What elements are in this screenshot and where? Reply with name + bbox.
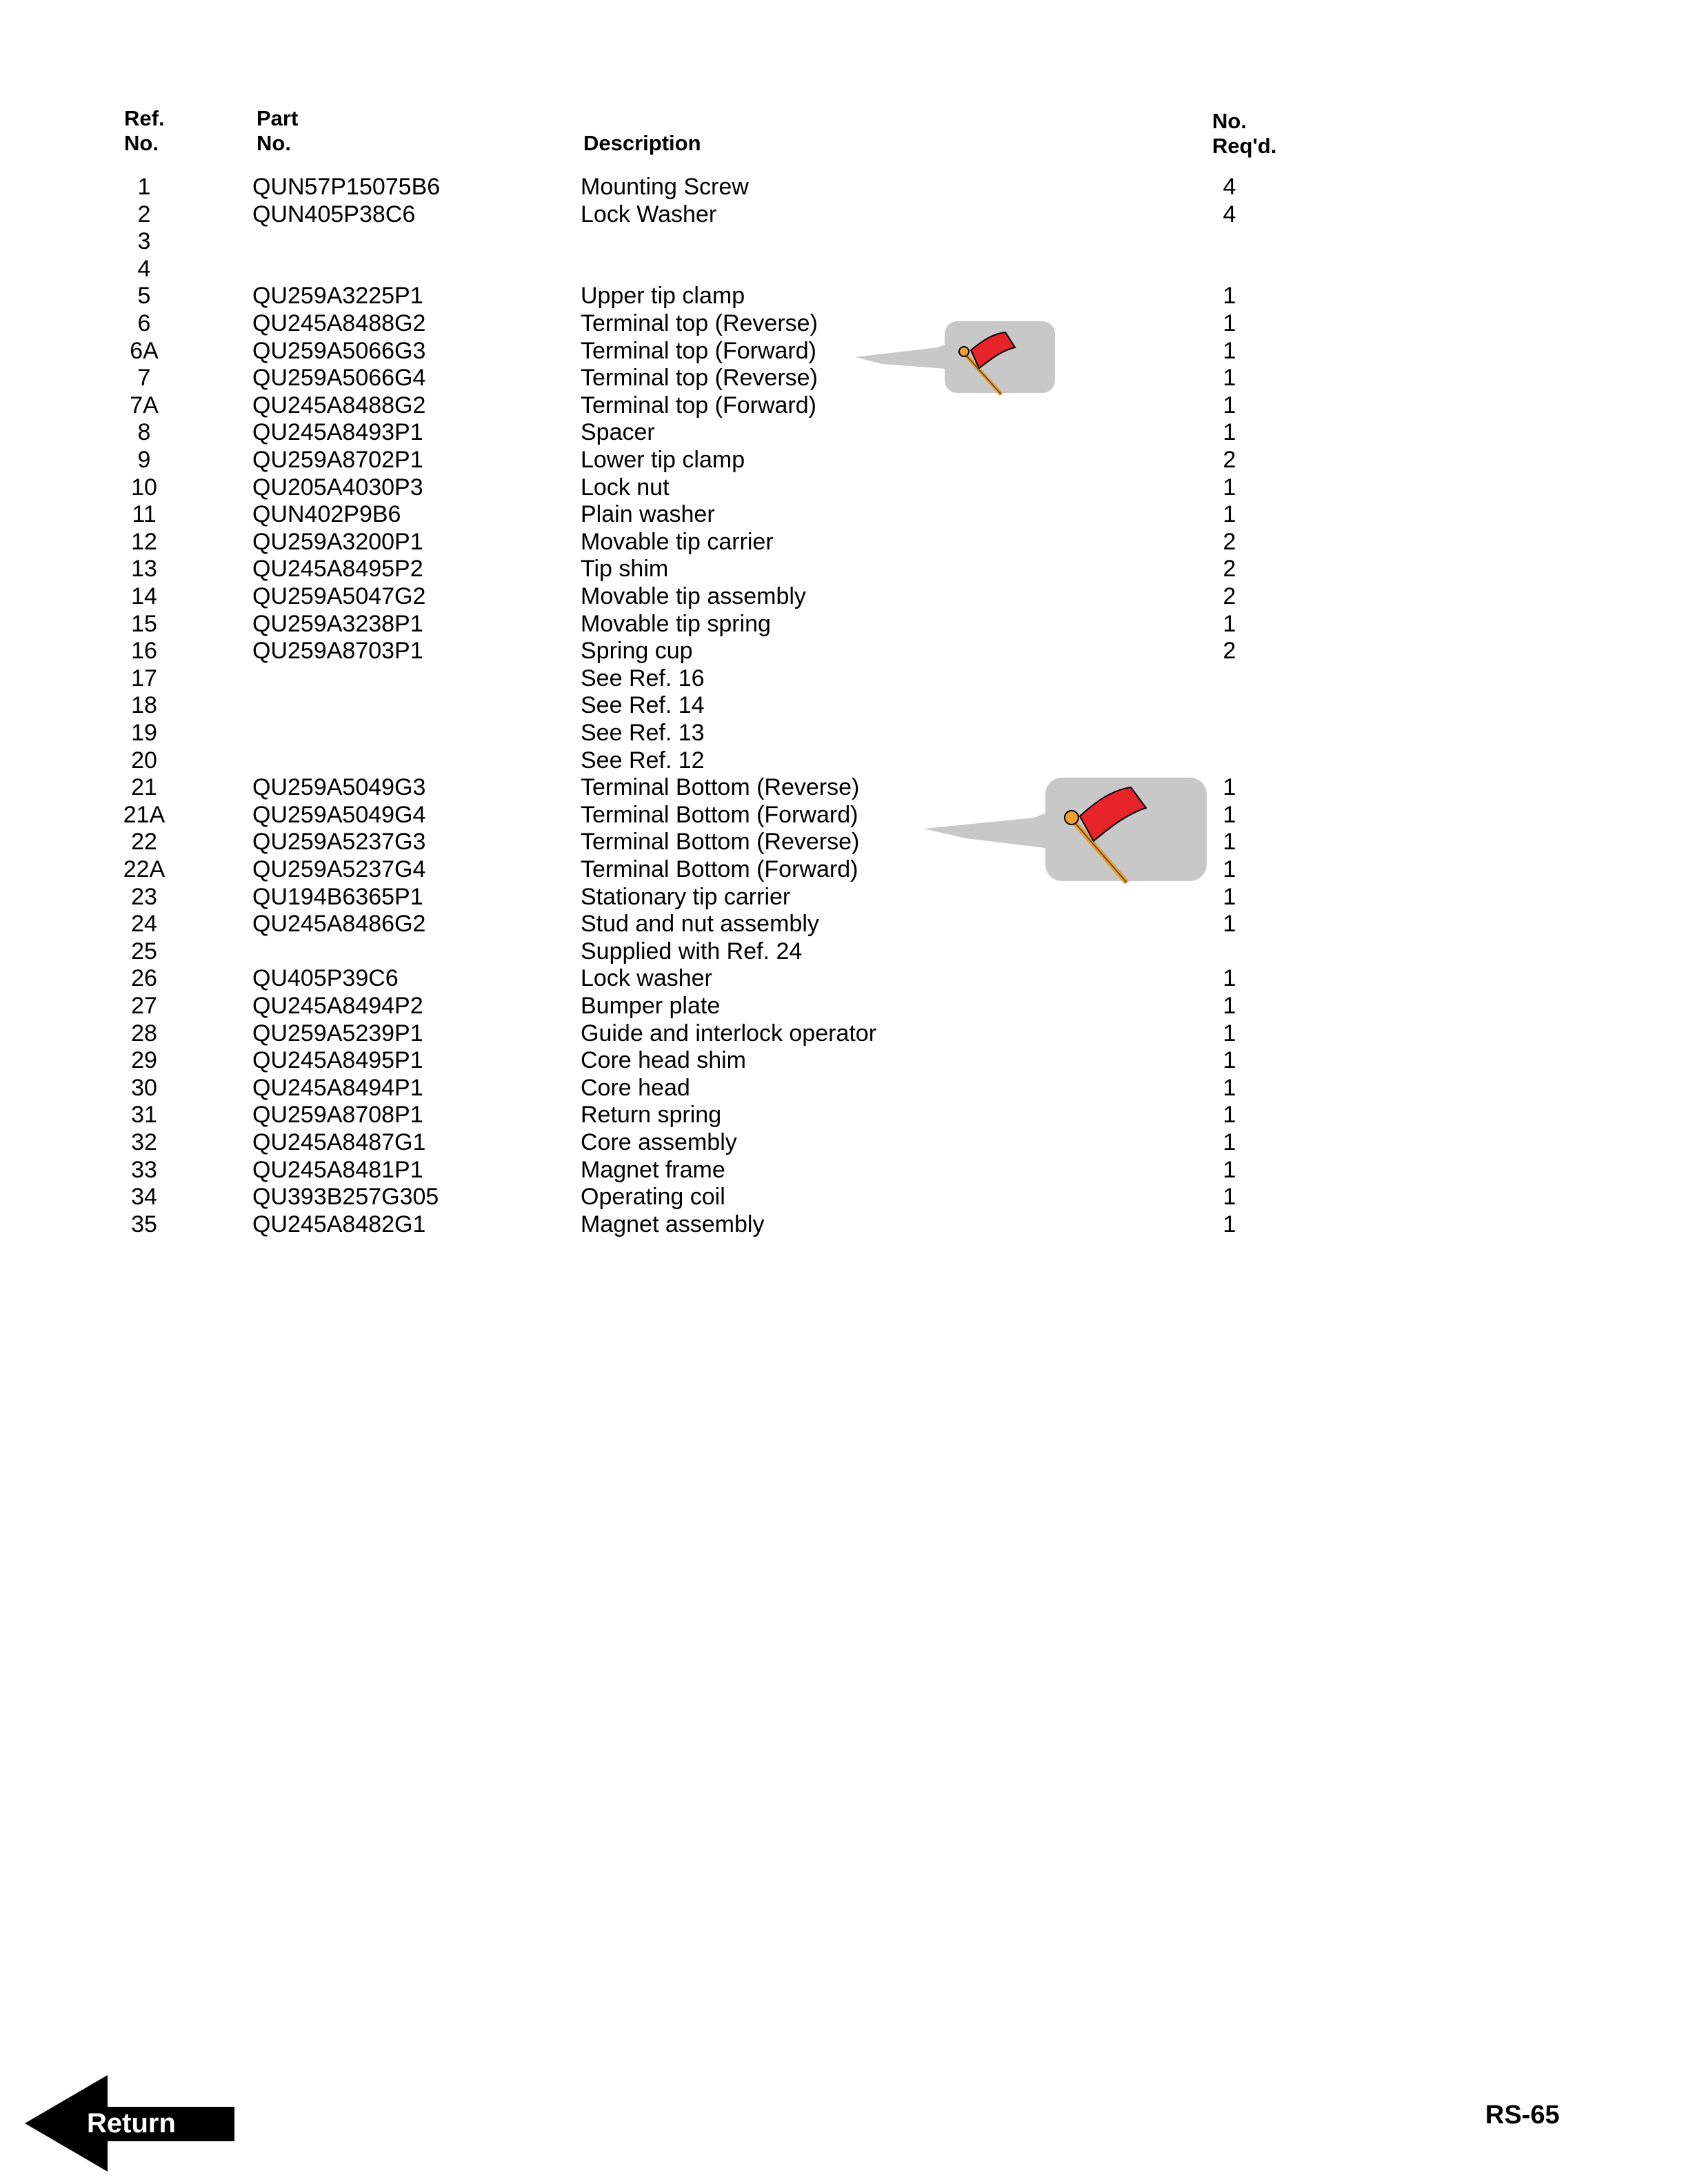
- description-cell: Terminal top (Reverse): [581, 365, 818, 391]
- quantity-cell: 2: [1223, 447, 1236, 473]
- quantity-cell: 1: [1223, 829, 1236, 855]
- part-number-cell: QUN405P38C6: [252, 201, 416, 228]
- ref-cell: 23: [131, 884, 157, 910]
- description-cell: Movable tip spring: [581, 611, 771, 637]
- part-number-cell: QU259A5049G3: [252, 774, 426, 800]
- quantity-cell: 1: [1223, 365, 1236, 391]
- part-number-cell: QU259A3225P1: [252, 283, 423, 309]
- ref-cell: 28: [131, 1020, 157, 1046]
- part-number-cell: QU245A8495P1: [252, 1047, 423, 1073]
- quantity-cell: 2: [1223, 638, 1236, 664]
- part-number-cell: QU259A5237G4: [252, 856, 426, 882]
- description-cell: Plain washer: [581, 501, 715, 527]
- ref-cell: 3: [137, 228, 151, 254]
- return-button[interactable]: [25, 2075, 234, 2172]
- ref-cell: 21A: [123, 802, 165, 828]
- description-cell: Stationary tip carrier: [581, 884, 791, 910]
- description-cell: Core assembly: [581, 1129, 737, 1155]
- description-cell: Terminal top (Forward): [581, 338, 816, 364]
- description-cell: See Ref. 13: [581, 720, 705, 746]
- table-row: [0, 883, 1688, 911]
- table-row: [0, 774, 1688, 801]
- part-number-cell: QU259A5066G4: [252, 365, 426, 391]
- part-number-cell: QU259A3200P1: [252, 529, 423, 555]
- table-row: [0, 992, 1688, 1020]
- ref-cell: 11: [132, 501, 157, 527]
- description-cell: Guide and interlock operator: [581, 1020, 877, 1046]
- quantity-cell: 1: [1223, 1020, 1236, 1046]
- quantity-cell: 1: [1223, 1047, 1236, 1073]
- quantity-cell: 1: [1223, 1102, 1236, 1128]
- table-row: [0, 583, 1688, 610]
- ref-cell: 30: [131, 1075, 157, 1101]
- ref-cell: 6A: [130, 338, 159, 364]
- ref-cell: 17: [131, 665, 157, 691]
- ref-cell: 7: [137, 365, 151, 391]
- quantity-cell: 2: [1223, 556, 1236, 582]
- req-header-line2: Req'd.: [1212, 134, 1277, 158]
- description-cell: Core head shim: [581, 1047, 747, 1073]
- description-cell: Lock Washer: [581, 201, 717, 228]
- quantity-cell: 1: [1223, 774, 1236, 800]
- description-cell: Lock washer: [581, 965, 712, 991]
- quantity-cell: 1: [1223, 856, 1236, 882]
- table-row: [0, 691, 1688, 719]
- description-cell: Upper tip clamp: [581, 283, 745, 309]
- part-number-cell: QU245A8488G2: [252, 392, 426, 418]
- table-row: [0, 282, 1688, 310]
- part-number-cell: QU245A8482G1: [252, 1211, 426, 1237]
- description-cell: Spacer: [581, 419, 655, 445]
- ref-cell: 22A: [123, 856, 165, 882]
- part-number-cell: QU259A5239P1: [252, 1020, 423, 1046]
- table-row: [0, 637, 1688, 665]
- quantity-cell: 1: [1223, 338, 1236, 364]
- table-row: [0, 910, 1688, 938]
- table-row: [0, 337, 1688, 365]
- quantity-cell: 1: [1223, 1075, 1236, 1101]
- ref-cell: 7A: [130, 392, 159, 418]
- table-row: [0, 828, 1688, 856]
- quantity-cell: 1: [1223, 1157, 1236, 1183]
- description-cell: Lock nut: [581, 474, 670, 501]
- description-cell: Magnet frame: [581, 1157, 725, 1183]
- ref-cell: 15: [131, 611, 157, 637]
- part-number-cell: QUN57P15075B6: [252, 174, 441, 200]
- ref-cell: 25: [131, 938, 157, 964]
- part-number-cell: QU245A8493P1: [252, 419, 423, 445]
- part-number-cell: QU393B257G305: [252, 1184, 439, 1210]
- description-cell: Lower tip clamp: [581, 447, 745, 473]
- part-number-cell: QU259A3238P1: [252, 611, 423, 637]
- description-cell: Movable tip assembly: [581, 583, 806, 609]
- description-cell: Supplied with Ref. 24: [581, 938, 803, 964]
- return-label: Return: [87, 2108, 176, 2138]
- ref-cell: 2: [137, 201, 151, 228]
- quantity-cell: 1: [1223, 611, 1236, 637]
- ref-cell: 26: [131, 965, 157, 991]
- table-row: [0, 173, 1688, 201]
- description-cell: See Ref. 14: [581, 692, 705, 718]
- table-row: [0, 418, 1688, 446]
- part-number-cell: QU259A5237G3: [252, 829, 426, 855]
- table-row: [0, 1183, 1688, 1211]
- part-number-cell: QU245A8487G1: [252, 1129, 426, 1155]
- ref-cell: 18: [131, 692, 157, 718]
- ref-cell: 5: [137, 283, 151, 309]
- quantity-cell: 1: [1223, 993, 1236, 1019]
- description-cell: Terminal Bottom (Reverse): [581, 829, 860, 855]
- table-row: [0, 747, 1688, 774]
- description-cell: Spring cup: [581, 638, 693, 664]
- description-cell: Terminal Bottom (Forward): [581, 856, 858, 882]
- ref-cell: 35: [131, 1211, 157, 1237]
- table-row: [0, 310, 1688, 337]
- table-row: [0, 801, 1688, 829]
- part-number-cell: QU259A5066G3: [252, 338, 426, 364]
- table-row: [0, 964, 1688, 992]
- ref-cell: 9: [137, 447, 151, 473]
- quantity-cell: 1: [1223, 911, 1236, 937]
- flag-marker-icon: [924, 764, 1207, 888]
- ref-cell: 14: [131, 583, 157, 609]
- part-number-cell: QU259A8703P1: [252, 638, 423, 664]
- table-row: [0, 1129, 1688, 1156]
- table-row: [0, 1211, 1688, 1238]
- quantity-cell: 1: [1223, 392, 1236, 418]
- description-cell: Core head: [581, 1075, 690, 1101]
- description-cell: Magnet assembly: [581, 1211, 765, 1237]
- flag-marker-icon: [855, 313, 1062, 403]
- table-row: [0, 1101, 1688, 1129]
- quantity-cell: 2: [1223, 529, 1236, 555]
- ref-header: [124, 106, 165, 156]
- ref-cell: 19: [131, 720, 157, 746]
- table-row: [0, 474, 1688, 501]
- table-row: [0, 364, 1688, 392]
- description-cell: Terminal top (Reverse): [581, 310, 818, 336]
- part-number-cell: QU245A8481P1: [252, 1157, 423, 1183]
- quantity-cell: 1: [1223, 419, 1236, 445]
- description-cell: Movable tip carrier: [581, 529, 774, 555]
- part-number-cell: QU259A5049G4: [252, 802, 426, 828]
- part-number-cell: QU259A8702P1: [252, 447, 423, 473]
- quantity-cell: 1: [1223, 1211, 1236, 1237]
- part-number-cell: QU245A8488G2: [252, 310, 426, 336]
- quantity-cell: 1: [1223, 310, 1236, 336]
- part-header-line1: Part: [257, 106, 299, 130]
- part-number-cell: QU259A5047G2: [252, 583, 426, 609]
- ref-cell: 29: [131, 1047, 157, 1073]
- table-row: [0, 719, 1688, 747]
- ref-cell: 33: [131, 1157, 157, 1183]
- ref-cell: 10: [131, 474, 157, 501]
- quantity-cell: 1: [1223, 501, 1236, 527]
- page-number: RS-65: [1485, 2101, 1560, 2130]
- quantity-cell: 4: [1223, 174, 1236, 200]
- description-header: Description: [583, 131, 701, 155]
- part-number-cell: QU245A8494P2: [252, 993, 423, 1019]
- part-number-cell: QUN402P9B6: [252, 501, 401, 527]
- part-number-cell: QU194B6365P1: [252, 884, 423, 910]
- quantity-cell: 1: [1223, 474, 1236, 501]
- description-cell: Terminal Bottom (Forward): [581, 802, 858, 828]
- description-cell: Return spring: [581, 1102, 722, 1128]
- ref-cell: 6: [137, 310, 151, 336]
- part-number-cell: QU245A8486G2: [252, 911, 426, 937]
- description-cell: See Ref. 16: [581, 665, 705, 691]
- ref-cell: 1: [137, 174, 151, 200]
- ref-cell: 32: [131, 1129, 157, 1155]
- table-row: [0, 392, 1688, 419]
- ref-cell: 4: [137, 256, 151, 282]
- ref-cell: 12: [131, 529, 157, 555]
- description-cell: Terminal Bottom (Reverse): [581, 774, 860, 800]
- ref-header-line2: No.: [124, 131, 159, 155]
- table-row: [0, 1020, 1688, 1047]
- description-cell: Mounting Screw: [581, 174, 749, 200]
- table-row: [0, 1046, 1688, 1074]
- table-row: [0, 501, 1688, 528]
- table-row: [0, 255, 1688, 283]
- description-cell: See Ref. 12: [581, 747, 705, 774]
- part-number-cell: QU259A8708P1: [252, 1102, 423, 1128]
- ref-header-line1: Ref.: [124, 106, 165, 130]
- description-cell: Terminal top (Forward): [581, 392, 816, 418]
- req-header: [1212, 109, 1276, 159]
- quantity-cell: 1: [1223, 283, 1236, 309]
- ref-cell: 21: [131, 774, 157, 800]
- quantity-cell: 4: [1223, 201, 1236, 228]
- table-row: [0, 228, 1688, 255]
- quantity-cell: 1: [1223, 884, 1236, 910]
- table-row: [0, 665, 1688, 692]
- ref-cell: 34: [131, 1184, 157, 1210]
- part-number-cell: QU245A8494P1: [252, 1075, 423, 1101]
- part-number-cell: QU245A8495P2: [252, 556, 423, 582]
- quantity-cell: 1: [1223, 1129, 1236, 1155]
- description-cell: Bumper plate: [581, 993, 721, 1019]
- part-number-cell: QU405P39C6: [252, 965, 399, 991]
- table-row: [0, 1156, 1688, 1184]
- table-row: [0, 938, 1688, 965]
- req-header-line1: No.: [1212, 109, 1247, 133]
- table-row: [0, 856, 1688, 883]
- description-cell: Stud and nut assembly: [581, 911, 819, 937]
- table-row: [0, 1074, 1688, 1102]
- description-cell: Operating coil: [581, 1184, 725, 1210]
- table-row: [0, 201, 1688, 228]
- quantity-cell: 1: [1223, 802, 1236, 828]
- part-number-cell: QU205A4030P3: [252, 474, 423, 501]
- ref-cell: 16: [131, 638, 157, 664]
- table-row: [0, 446, 1688, 474]
- table-row: [0, 528, 1688, 556]
- table-row: [0, 610, 1688, 638]
- ref-cell: 13: [131, 556, 157, 582]
- part-header-line2: No.: [257, 131, 291, 155]
- ref-cell: 20: [131, 747, 157, 774]
- part-header: [257, 106, 298, 156]
- ref-cell: 24: [131, 911, 157, 937]
- quantity-cell: 1: [1223, 965, 1236, 991]
- quantity-cell: 1: [1223, 1184, 1236, 1210]
- quantity-cell: 2: [1223, 583, 1236, 609]
- ref-cell: 8: [137, 419, 151, 445]
- ref-cell: 22: [131, 829, 157, 855]
- table-row: [0, 555, 1688, 583]
- description-cell: Tip shim: [581, 556, 669, 582]
- ref-cell: 31: [131, 1102, 157, 1128]
- ref-cell: 27: [131, 993, 157, 1019]
